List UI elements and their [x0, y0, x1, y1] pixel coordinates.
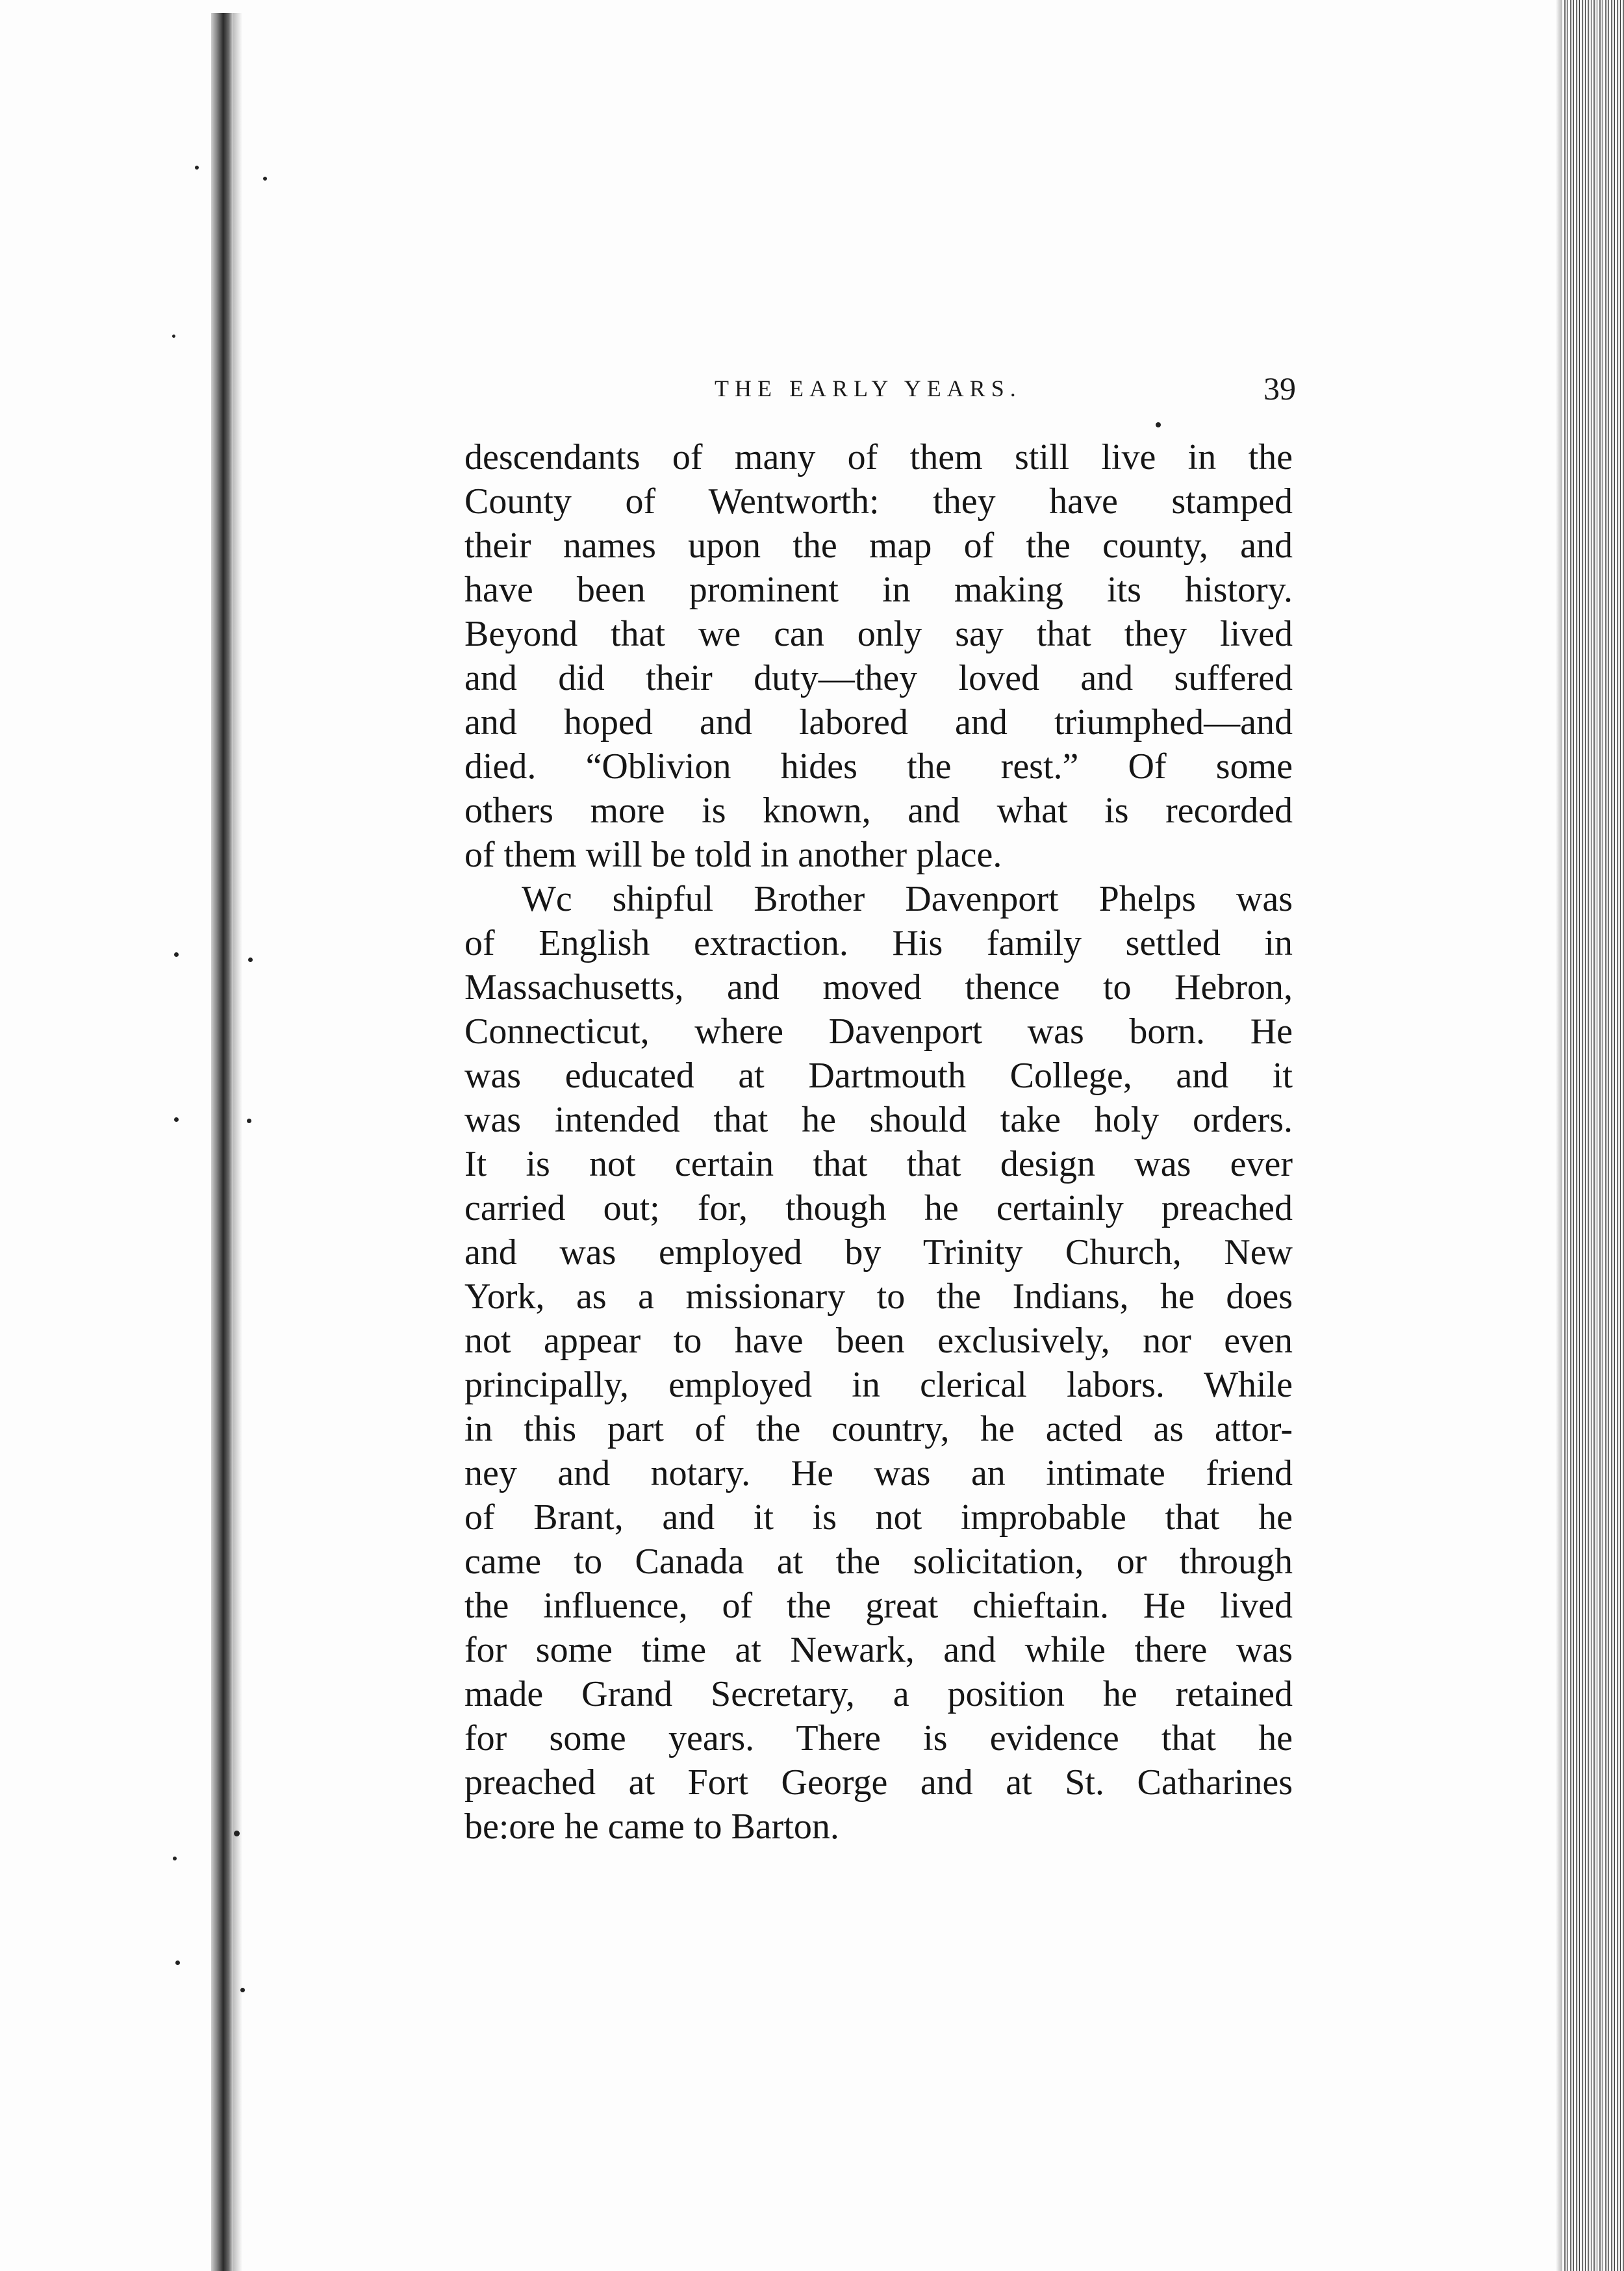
text-line: Beyond that we can only say that they lived: [464, 614, 1293, 654]
scan-speck: [247, 1119, 251, 1123]
paragraph: [464, 877, 1293, 1849]
text-line: of Brant, and it is not improbable that he: [464, 1497, 1293, 1538]
text-line: was educated at Dartmouth College, and it: [464, 1056, 1293, 1096]
text-line: for some time at Newark, and while there was: [464, 1630, 1293, 1670]
scan-speck: [263, 177, 267, 181]
scan-speck: [248, 958, 253, 962]
text-line: died. “Oblivion hides the rest.” Of some: [464, 746, 1293, 787]
scan-speck: [174, 952, 179, 957]
text-line: the influence, of the great chieftain. He lived: [464, 1586, 1293, 1626]
text-line: Connecticut, where Davenport was born. He: [464, 1011, 1293, 1052]
text-line: and hoped and labored and triumphed—and: [464, 702, 1293, 742]
page-number: 39: [1263, 370, 1296, 407]
text-line: have been prominent in making its history.: [464, 570, 1293, 610]
text-line: not appear to have been exclusively, nor even: [464, 1321, 1293, 1361]
body-text: [464, 435, 1293, 1849]
text-line: Massachusetts, and moved thence to Hebron,: [464, 967, 1293, 1008]
scan-speck: [240, 1988, 245, 1992]
text-line: descendants of many of them still live in the: [464, 437, 1293, 477]
text-line: Wc shipful Brother Davenport Phelps was: [522, 879, 1293, 919]
text-line: their names upon the map of the county, and: [464, 526, 1293, 566]
text-line: It is not certain that that design was ever: [464, 1144, 1293, 1184]
text-line: of English extraction. His family settled in: [464, 923, 1293, 963]
text-line: and did their duty—they loved and suffered: [464, 658, 1293, 698]
scan-speck: [1156, 422, 1161, 427]
scan-speck: [234, 1831, 240, 1836]
text-line: came to Canada at the solicitation, or through: [464, 1541, 1293, 1582]
text-line: others more is known, and what is recorded: [464, 791, 1293, 831]
text-line: was intended that he should take holy orders.: [464, 1100, 1293, 1140]
scan-speck: [175, 1960, 180, 1965]
scan-speck: [195, 166, 199, 170]
scan-speck: [173, 1857, 177, 1860]
text-line: in this part of the country, he acted as attor-: [464, 1409, 1293, 1449]
binding-edge: [211, 13, 233, 2271]
binding-shadow: [233, 13, 242, 2271]
scan-speck: [172, 335, 175, 338]
running-header: [715, 369, 1296, 408]
text-line: ney and notary. He was an intimate friend: [464, 1453, 1293, 1493]
text-line: of them will be told in another place.: [464, 835, 1002, 875]
text-line: and was employed by Trinity Church, New: [464, 1232, 1293, 1273]
text-line: made Grand Secretary, a position he retained: [464, 1674, 1293, 1714]
running-title: THE EARLY YEARS.: [715, 375, 1022, 401]
paragraph: [464, 435, 1293, 877]
page-edges: [1562, 0, 1624, 2271]
text-line: preached at Fort George and at St. Catharines: [464, 1762, 1293, 1803]
text-line: York, as a missionary to the Indians, he does: [464, 1276, 1293, 1317]
text-line: be:ore he came to Barton.: [464, 1807, 839, 1847]
scan-speck: [174, 1117, 179, 1122]
text-line: for some years. There is evidence that he: [464, 1718, 1293, 1758]
text-line: principally, employed in clerical labors. While: [464, 1365, 1293, 1405]
text-line: carried out; for, though he certainly preached: [464, 1188, 1293, 1228]
text-line: County of Wentworth: they have stamped: [464, 481, 1293, 522]
